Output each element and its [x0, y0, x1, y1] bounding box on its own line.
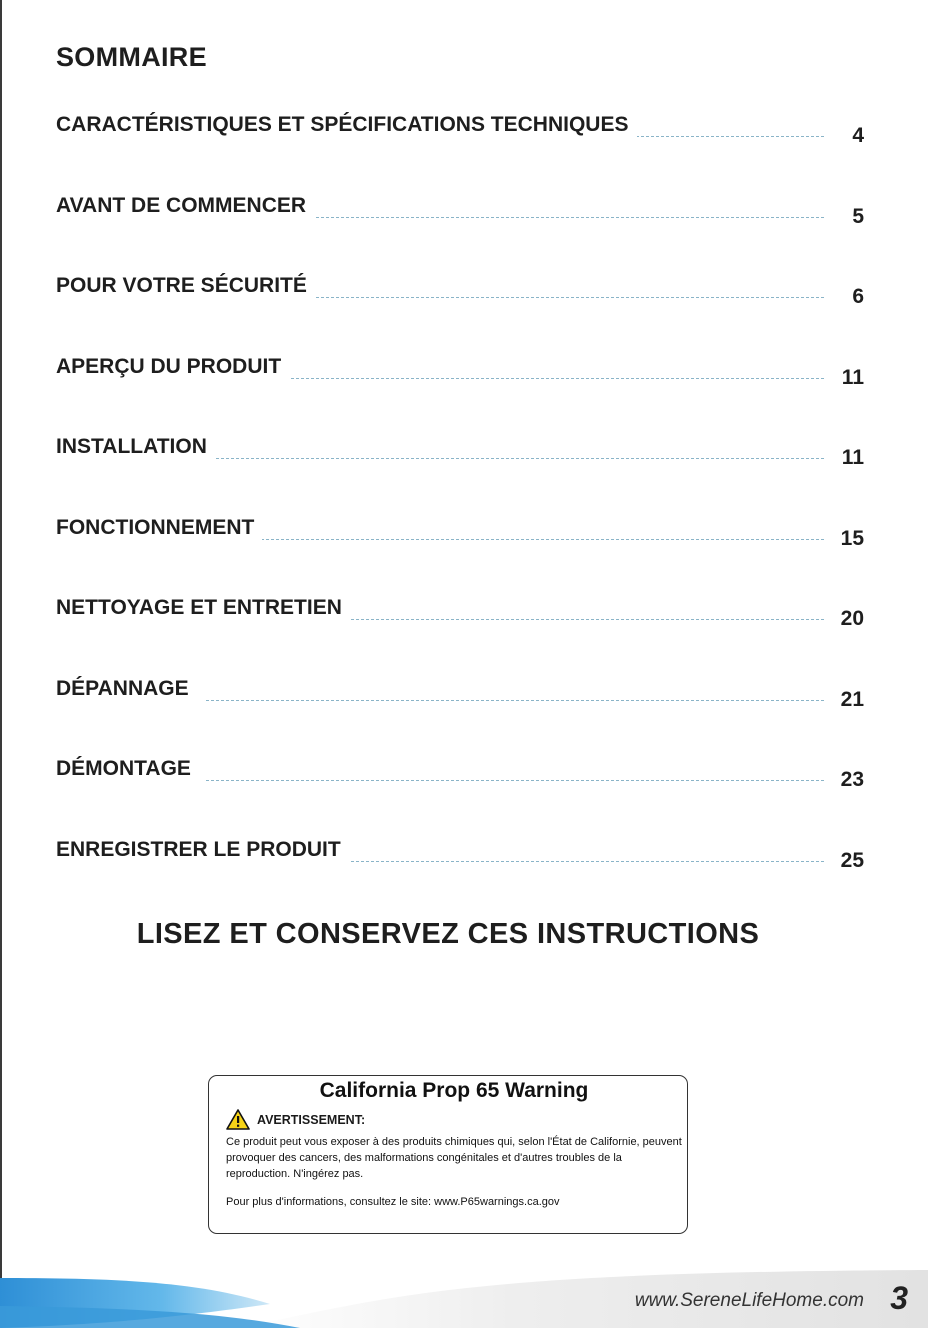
table-of-contents — [56, 110, 868, 915]
warning-label: AVERTISSEMENT: — [257, 1112, 366, 1127]
toc-title: DÉMONTAGE — [56, 757, 199, 781]
toc-page: 25 — [840, 848, 864, 872]
toc-title: DÉPANNAGE — [56, 677, 197, 701]
toc-leader — [206, 780, 824, 781]
page-footer — [0, 1264, 928, 1328]
warning-more-info: Pour plus d'informations, consultez le site: www.P65warnings.ca.gov — [226, 1196, 560, 1208]
toc-page: 4 — [852, 124, 864, 147]
toc-row — [56, 271, 868, 352]
left-page-rule — [0, 0, 2, 1328]
toc-leader — [206, 539, 824, 540]
toc-row — [56, 754, 868, 835]
warning-triangle-icon — [226, 1109, 250, 1130]
toc-title: AVANT DE COMMENCER — [56, 194, 314, 218]
page-title: SOMMAIRE — [56, 42, 207, 72]
warning-title: California Prop 65 Warning — [319, 1079, 589, 1102]
toc-page: 5 — [852, 204, 864, 228]
footer-website: www.SereneLifeHome.com — [634, 1290, 864, 1311]
toc-row — [56, 835, 868, 916]
toc-page: 23 — [840, 768, 864, 791]
page-number: 3 — [890, 1280, 908, 1316]
toc-page: 11 — [841, 365, 864, 389]
toc-row — [56, 352, 868, 433]
warning-header — [226, 1109, 682, 1130]
keep-instructions-notice: LISEZ ET CONSERVEZ CES INSTRUCTIONS — [136, 918, 760, 950]
toc-title: CARACTÉRISTIQUES ET SPÉCIFICATIONS TECHNIQUES — [56, 113, 637, 137]
toc-leader — [206, 700, 824, 701]
toc-page: 20 — [840, 607, 864, 630]
toc-page: 11 — [841, 446, 864, 469]
toc-row — [56, 674, 868, 755]
toc-row — [56, 110, 868, 191]
toc-page: 6 — [852, 285, 864, 308]
toc-leader — [206, 458, 824, 459]
toc-title: POUR VOTRE SÉCURITÉ — [56, 274, 315, 298]
toc-page: 15 — [840, 526, 864, 550]
toc-title: INSTALLATION — [56, 435, 215, 459]
toc-row — [56, 191, 868, 272]
warning-body: Ce produit peut vous exposer à des produits chimiques qui, selon l'État de Californie, peuvent provoquer des cancers, des malformations congénitales et d'autres troubles de la reproduction. N'ingérez pas. — [226, 1136, 682, 1180]
toc-row — [56, 432, 868, 513]
toc-title: APERÇU DU PRODUIT — [56, 355, 289, 379]
toc-title: NETTOYAGE ET ENTRETIEN — [56, 596, 350, 620]
toc-title: ENREGISTRER LE PRODUIT — [56, 838, 349, 862]
toc-leader — [206, 378, 824, 379]
toc-row — [56, 513, 868, 594]
toc-title: FONCTIONNEMENT — [56, 516, 262, 540]
toc-page: 21 — [840, 687, 864, 711]
toc-row — [56, 593, 868, 674]
prop65-warning-box — [208, 1075, 688, 1234]
